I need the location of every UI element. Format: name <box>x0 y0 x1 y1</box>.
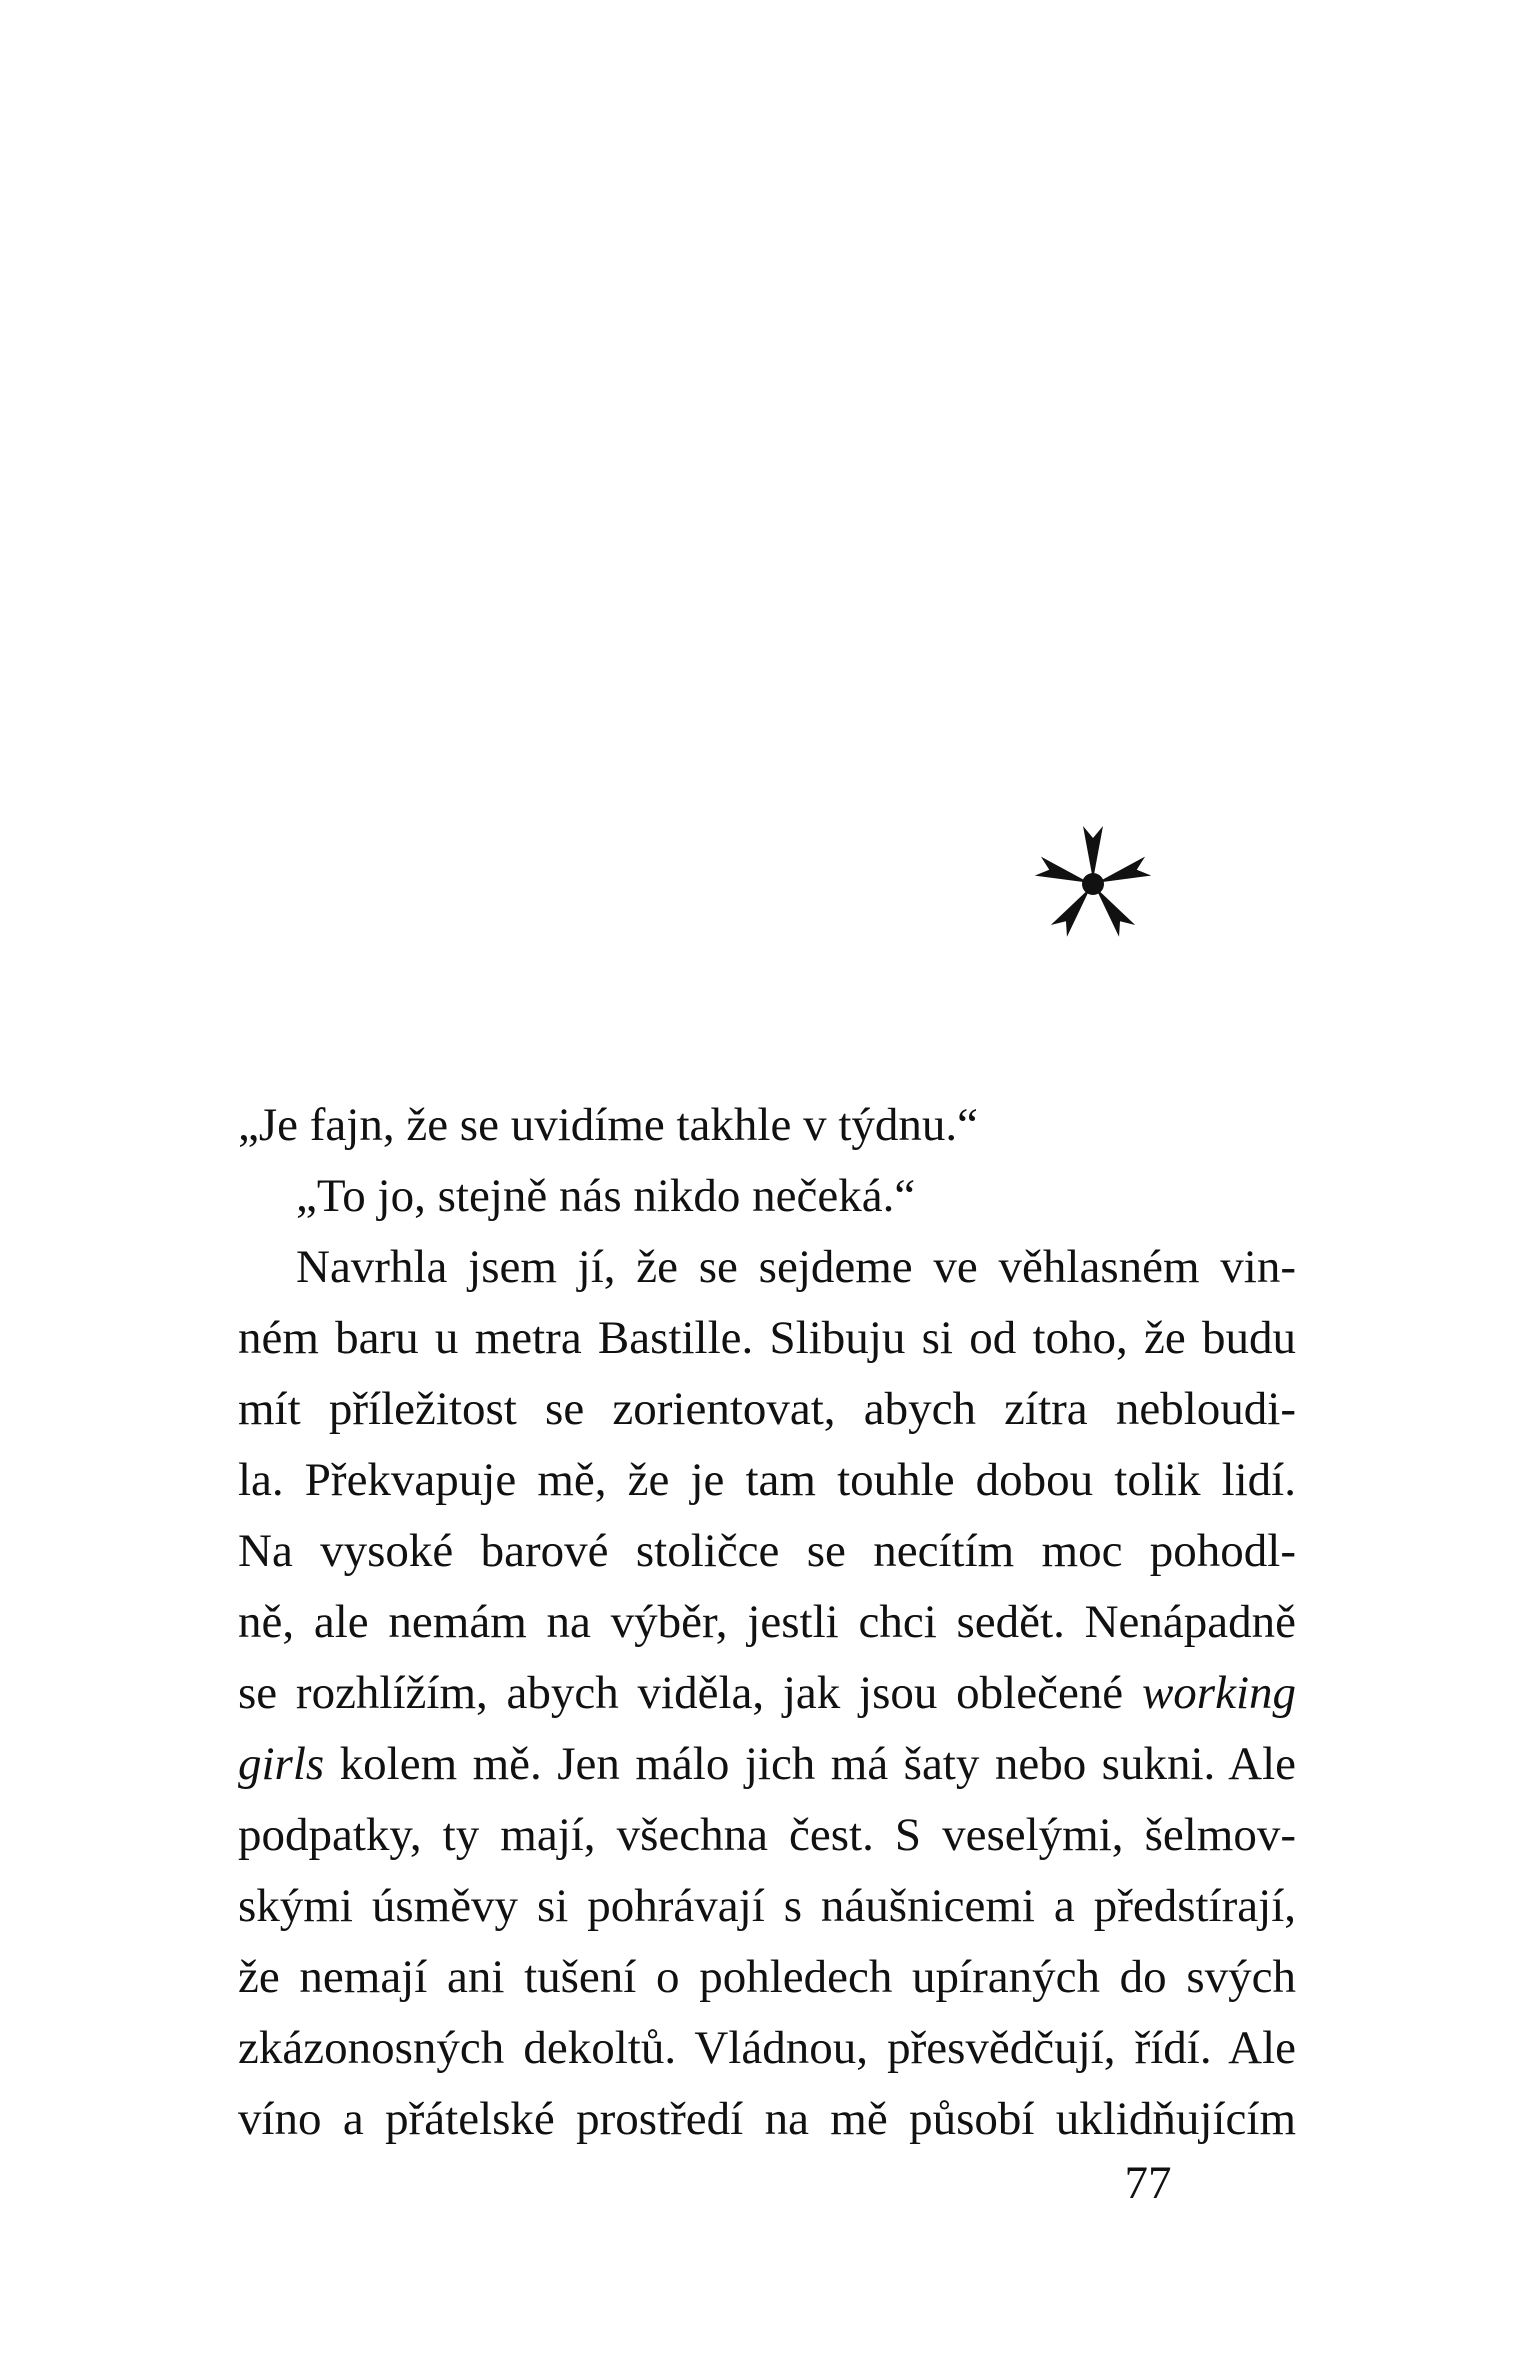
italic-phrase-working: working <box>1141 1667 1296 1719</box>
paragraph-line-9: podpatky, ty mají, všechna čest. S veselými, šelmov- <box>238 1809 1296 1861</box>
asterisk-ornament-icon <box>1023 822 1163 952</box>
line7-text: se rozhlížím, abych viděla, jak jsou oblečené <box>238 1667 1124 1719</box>
paragraph-line-6: ně, ale nemám na výběr, jestli chci sedět. Nenápadně <box>238 1596 1296 1648</box>
paragraph-line-7 <box>238 1658 1296 1729</box>
italic-phrase-girls: girls <box>238 1738 325 1790</box>
page-number: 77 <box>1124 2157 1172 2209</box>
dialogue-line-1: „Je fajn, že se uvidíme takhle v týdnu.“ <box>238 1099 978 1151</box>
paragraph-line-5: Na vysoké barové stoličce se necítím moc pohodl- <box>238 1525 1296 1577</box>
paragraph-line-8 <box>238 1729 1296 1800</box>
paragraph-line-2: ném baru u metra Bastille. Slibuju si od toho, že budu <box>238 1312 1296 1364</box>
paragraph-line-11: že nemají ani tušení o pohledech upíraných do svých <box>238 1951 1296 2003</box>
paragraph-line-13: víno a přátelské prostředí na mě působí uklidňujícím <box>238 2093 1296 2145</box>
line8-text: kolem mě. Jen málo jich má šaty nebo sukni. Ale <box>339 1738 1296 1790</box>
body-text <box>238 1090 1296 2155</box>
dialogue-line-2: „To jo, stejně nás nikdo nečeká.“ <box>296 1170 916 1222</box>
paragraph-line-10: skými úsměvy si pohrávají s náušnicemi a předstírají, <box>238 1880 1296 1932</box>
paragraph-line-12: zkázonosných dekoltů. Vládnou, přesvědčují, řídí. Ale <box>238 2022 1296 2074</box>
paragraph-line-4: la. Překvapuje mě, že je tam touhle dobou tolik lidí. <box>238 1454 1296 1506</box>
paragraph-line-1: Navrhla jsem jí, že se sejdeme ve věhlasném vin- <box>296 1241 1296 1293</box>
paragraph-line-3: mít příležitost se zorientovat, abych zítra nebloudi- <box>238 1383 1296 1435</box>
